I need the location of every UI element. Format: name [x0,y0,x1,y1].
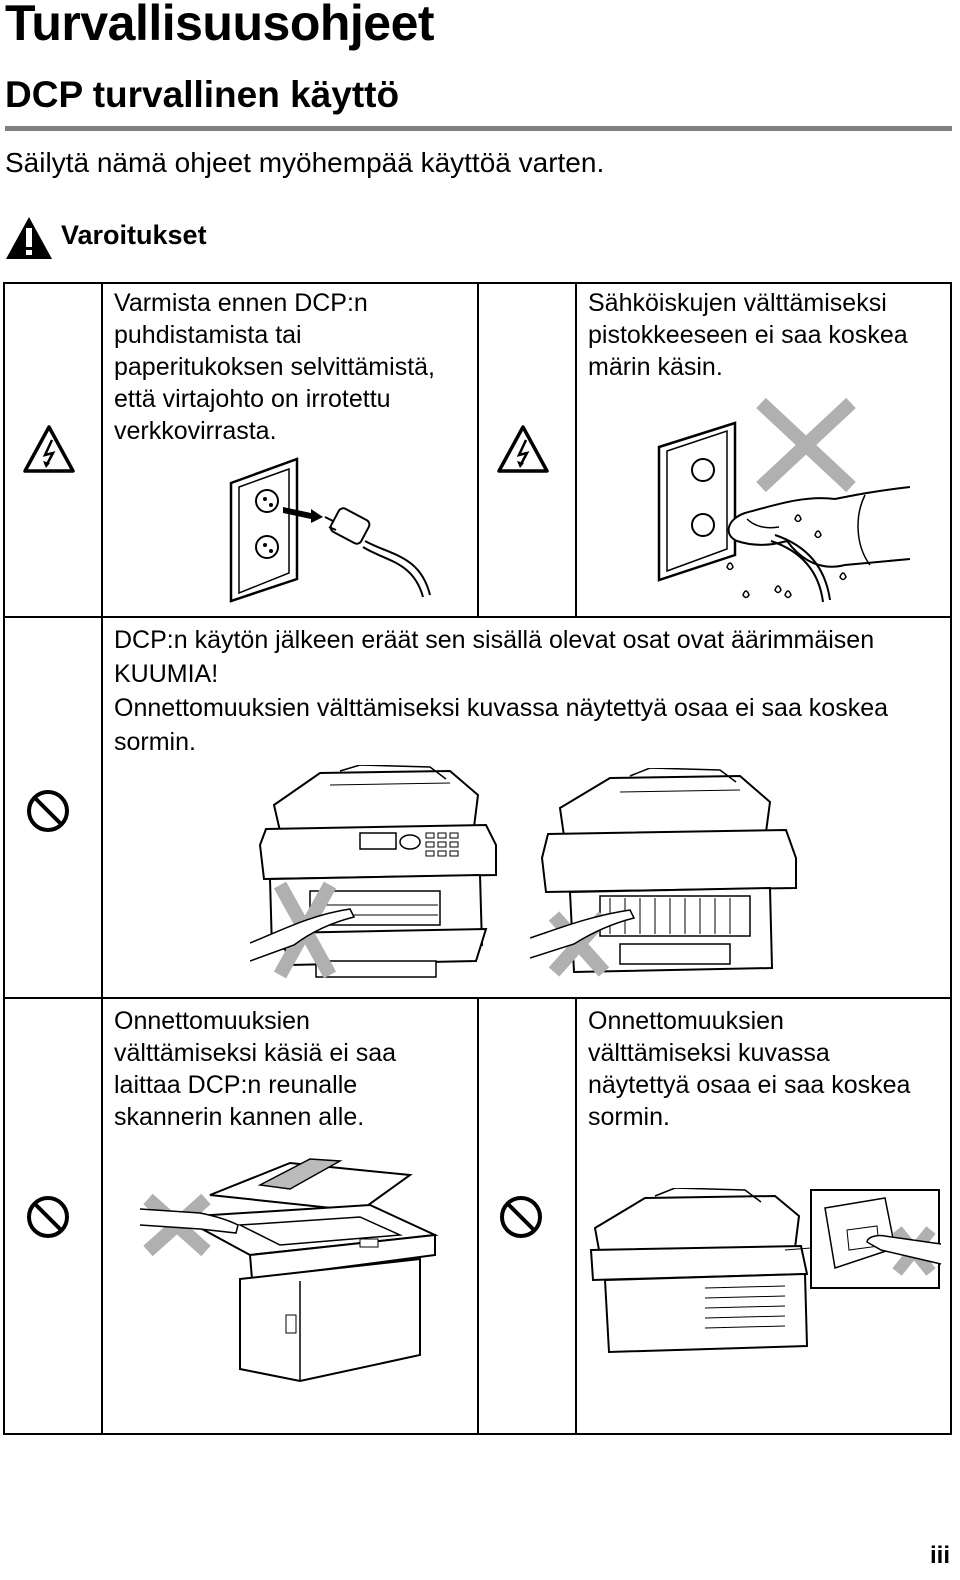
text-line: näytettyä osaa ei saa koskea [588,1071,911,1099]
text-line: KUUMIA! [114,660,219,688]
shown-part-warning-text [588,1005,910,1133]
side-part-machine-illustration [585,1188,943,1360]
text-line: sormin. [588,1103,670,1131]
text-line: DCP:n käytön jälkeen eräät sen sisällä olevat osat ovat äärimmäisen [114,626,875,654]
prohibition-icon [25,788,71,834]
text-line: Onnettomuuksien välttämiseksi kuvassa näytettyä osaa ei saa koskea [114,694,889,722]
text-line: että virtajohto on irrotettu [114,385,391,413]
wet-hand-plug-illustration [655,395,915,610]
rear-open-machine-illustration [530,768,810,980]
prohibition-icon [498,1194,544,1240]
section-heading: DCP turvallinen käyttö [5,74,400,115]
text-line: verkkovirrasta. [114,417,277,445]
page-number: iii [930,1542,951,1569]
text-line: välttämiseksi kuvassa [588,1039,830,1067]
warning-triangle-icon [5,216,53,260]
text-line: sormin. [114,728,196,756]
unplug-illustration [225,455,440,605]
text-line: Sähköiskujen välttämiseksi [588,289,887,317]
prohibition-icon [25,1194,71,1240]
text-line: skannerin kannen alle. [114,1103,365,1131]
text-line: Varmista ennen DCP:n [114,289,368,317]
text-line: pistokkeeseen ei saa koskea [588,321,908,349]
electric-shock-icon [22,424,76,474]
scanner-cover-open-illustration [140,1155,445,1387]
electric-shock-icon [496,424,550,474]
text-line: paperitukoksen selvittämistä, [114,353,435,381]
page-title: Turvallisuusohjeet [5,0,435,51]
wet-hands-warning-text [588,287,908,383]
warnings-label: Varoitukset [61,220,207,250]
text-line: Onnettomuuksien [114,1007,310,1035]
text-line: puhdistamista tai [114,321,302,349]
text-line: Onnettomuuksien [588,1007,784,1035]
intro-text: Säilytä nämä ohjeet myöhempää käyttöä varten. [5,147,605,178]
text-line: laittaa DCP:n reunalle [114,1071,358,1099]
heading-rule [5,126,952,131]
scanner-cover-warning-text [114,1005,396,1133]
text-line: välttämiseksi käsiä ei saa [114,1039,397,1067]
unplug-warning-text [114,287,435,447]
hot-parts-warning-text [114,623,888,759]
front-open-machine-illustration [250,765,500,983]
text-line: märin käsin. [588,353,723,381]
